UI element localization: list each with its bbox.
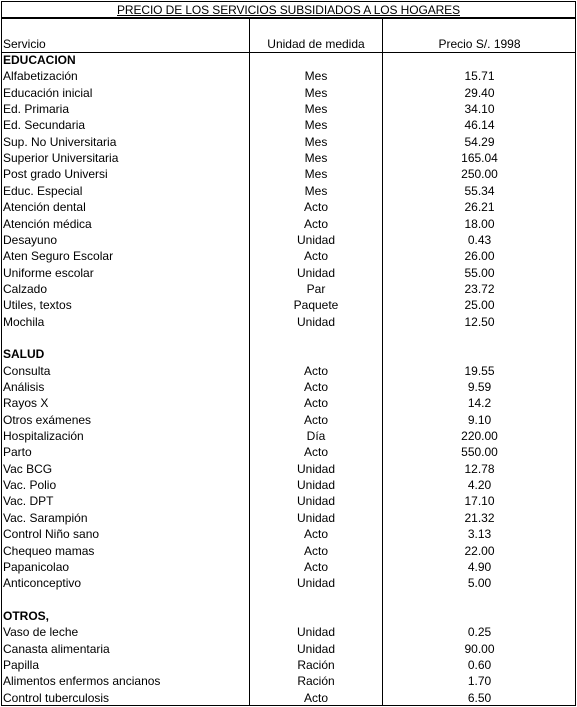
unit-cell: Mes — [304, 85, 328, 100]
unit-cell: Unidad — [296, 625, 336, 640]
table-row — [0, 150, 577, 166]
table-row — [0, 297, 577, 313]
service-cell: Ed. Primaria — [3, 102, 70, 117]
header-unit: Unidad de medida — [267, 37, 365, 51]
unit-cell: Mes — [304, 167, 328, 182]
table-row — [0, 510, 577, 526]
price-cell: 19.55 — [464, 363, 495, 378]
price-cell: 12.50 — [464, 314, 495, 329]
table-row — [0, 232, 577, 248]
service-cell: Educación inicial — [3, 85, 93, 100]
unit-cell: Unidad — [296, 641, 336, 656]
price-cell: 0.25 — [467, 625, 492, 640]
table-row — [0, 461, 577, 477]
service-cell: Anticonceptivo — [3, 576, 82, 591]
table-row — [0, 363, 577, 379]
price-cell: 25.00 — [464, 298, 495, 313]
service-cell: Parto — [3, 445, 32, 460]
section-label: SALUD — [3, 347, 45, 362]
table-row — [0, 281, 577, 297]
service-cell: Calzado — [3, 281, 48, 296]
price-cell: 21.32 — [464, 510, 495, 525]
table-row — [0, 412, 577, 428]
unit-cell: Ración — [297, 674, 335, 689]
price-cell: 220.00 — [461, 429, 498, 444]
table-row — [0, 183, 577, 199]
unit-cell: Acto — [303, 200, 328, 215]
price-cell: 15.71 — [464, 69, 495, 84]
price-cell: 46.14 — [464, 118, 495, 133]
service-cell: Post grado Universi — [3, 167, 108, 182]
section-label: OTROS, — [3, 608, 50, 623]
service-cell: Canasta alimentaria — [3, 641, 110, 656]
unit-cell: Día — [306, 429, 326, 444]
header-price: Precio S/. 1998 — [438, 37, 521, 51]
unit-cell: Paquete — [293, 298, 339, 313]
section-label: EDUCACION — [3, 53, 76, 67]
unit-cell: Unidad — [296, 265, 336, 280]
service-cell: Rayos X — [3, 396, 49, 411]
service-cell: Ed. Secundaria — [3, 118, 86, 133]
service-cell: Vaso de leche — [3, 625, 79, 640]
unit-cell: Unidad — [296, 478, 336, 493]
section-header-row — [0, 52, 577, 68]
table-row — [0, 199, 577, 215]
table-row — [0, 592, 577, 608]
service-cell: Superior Universitaria — [3, 151, 119, 166]
table-row — [0, 477, 577, 493]
service-cell: Atención médica — [3, 216, 92, 231]
table-row — [0, 624, 577, 640]
service-cell: Papilla — [3, 657, 40, 672]
service-cell: Alimentos enfermos ancianos — [3, 674, 161, 689]
table-row — [0, 248, 577, 264]
table-row — [0, 575, 577, 591]
table-row — [0, 265, 577, 281]
unit-cell: Acto — [303, 249, 328, 264]
unit-cell: Mes — [304, 102, 328, 117]
price-cell: 90.00 — [464, 641, 495, 656]
price-cell: 17.10 — [464, 494, 495, 509]
table-row — [0, 428, 577, 444]
service-cell: Mochila — [3, 314, 45, 329]
title-box — [1, 1, 576, 18]
unit-cell: Unidad — [296, 232, 336, 247]
table-row — [0, 559, 577, 575]
service-cell: Vac. DPT — [3, 494, 54, 509]
service-cell: Alfabetización — [3, 69, 78, 84]
price-cell: 4.20 — [467, 478, 492, 493]
service-cell: Consulta — [3, 363, 51, 378]
service-cell: Desayuno — [3, 232, 58, 247]
service-cell: Papanicolao — [3, 559, 70, 574]
price-cell: 54.29 — [464, 134, 495, 149]
price-cell: 55.34 — [464, 183, 495, 198]
section-header-row — [0, 346, 577, 362]
service-cell: Control tuberculosis — [3, 690, 110, 705]
price-cell: 9.10 — [467, 412, 492, 427]
unit-cell: Acto — [303, 380, 328, 394]
price-cell: 22.00 — [464, 543, 495, 558]
table-row — [0, 330, 577, 346]
unit-cell: Mes — [304, 134, 328, 149]
table-row — [0, 526, 577, 542]
table-row — [0, 673, 577, 689]
unit-cell: Acto — [303, 543, 328, 558]
price-cell: 6.50 — [467, 690, 492, 705]
unit-cell: Unidad — [296, 510, 336, 525]
price-cell: 18.00 — [464, 216, 495, 231]
table-row — [0, 314, 577, 330]
unit-cell: Acto — [303, 412, 328, 427]
service-cell: Hospitalización — [3, 429, 84, 444]
table-row — [0, 444, 577, 460]
service-cell: Vac BCG — [3, 461, 53, 476]
price-cell: 34.10 — [464, 102, 495, 117]
table-row — [0, 493, 577, 509]
table-row — [0, 395, 577, 411]
table-row — [0, 101, 577, 117]
service-cell: Análisis — [3, 380, 45, 394]
unit-cell: Mes — [304, 183, 328, 198]
price-cell: 55.00 — [464, 265, 495, 280]
table-row — [0, 657, 577, 673]
price-cell: 12.78 — [464, 461, 495, 476]
table-row — [0, 216, 577, 232]
table-row — [0, 117, 577, 133]
price-cell: 550.00 — [461, 445, 498, 460]
service-cell: Vac. Sarampión — [3, 510, 88, 525]
table-row — [0, 85, 577, 101]
service-cell: Educ. Especial — [3, 183, 83, 198]
unit-cell: Acto — [303, 445, 328, 460]
price-cell: 26.00 — [464, 249, 495, 264]
price-cell: 0.43 — [467, 232, 492, 247]
unit-cell: Acto — [303, 396, 328, 411]
price-cell: 4.90 — [467, 559, 492, 574]
unit-cell: Mes — [304, 118, 328, 133]
table-row — [0, 690, 577, 706]
section-header-row — [0, 608, 577, 624]
table-row — [0, 543, 577, 559]
price-cell: 1.70 — [467, 674, 492, 689]
unit-cell: Acto — [303, 216, 328, 231]
table-title: PRECIO DE LOS SERVICIOS SUBSIDIADOS A LOS HOGARES — [117, 3, 460, 17]
unit-cell: Unidad — [296, 494, 336, 509]
table-row — [0, 641, 577, 657]
service-cell: Control Niño sano — [3, 527, 100, 542]
price-cell: 26.21 — [464, 200, 495, 215]
price-cell: 23.72 — [464, 281, 495, 296]
unit-cell: Unidad — [296, 576, 336, 591]
table-row — [0, 68, 577, 84]
service-cell: Otros exámenes — [3, 412, 92, 427]
price-cell: 5.00 — [467, 576, 492, 591]
price-cell: 3.13 — [467, 527, 492, 542]
unit-cell: Mes — [304, 151, 328, 166]
unit-cell: Unidad — [296, 461, 336, 476]
price-cell: 165.04 — [461, 151, 498, 166]
service-cell: Aten Seguro Escolar — [3, 249, 114, 264]
service-cell: Utiles, textos — [3, 298, 72, 313]
price-cell: 14.2 — [467, 396, 492, 411]
unit-cell: Mes — [304, 69, 328, 84]
price-cell: 29.40 — [464, 85, 495, 100]
unit-cell: Ración — [297, 657, 335, 672]
unit-cell: Acto — [303, 559, 328, 574]
table-row — [0, 166, 577, 182]
unit-cell: Par — [306, 281, 326, 296]
table-row — [0, 134, 577, 150]
service-cell: Atención dental — [3, 200, 86, 215]
price-cell: 250.00 — [461, 167, 498, 182]
header-service: Servicio — [3, 37, 46, 51]
service-cell: Vac. Polio — [3, 478, 57, 493]
table-row — [0, 379, 577, 395]
unit-cell: Acto — [303, 363, 328, 378]
unit-cell: Unidad — [296, 314, 336, 329]
price-cell: 9.59 — [467, 380, 492, 394]
price-cell: 0.60 — [467, 657, 492, 672]
service-cell: Sup. No Universitaria — [3, 134, 117, 149]
service-cell: Uniforme escolar — [3, 265, 94, 280]
service-cell: Chequeo mamas — [3, 543, 95, 558]
unit-cell: Acto — [303, 527, 328, 542]
unit-cell: Acto — [303, 690, 328, 705]
